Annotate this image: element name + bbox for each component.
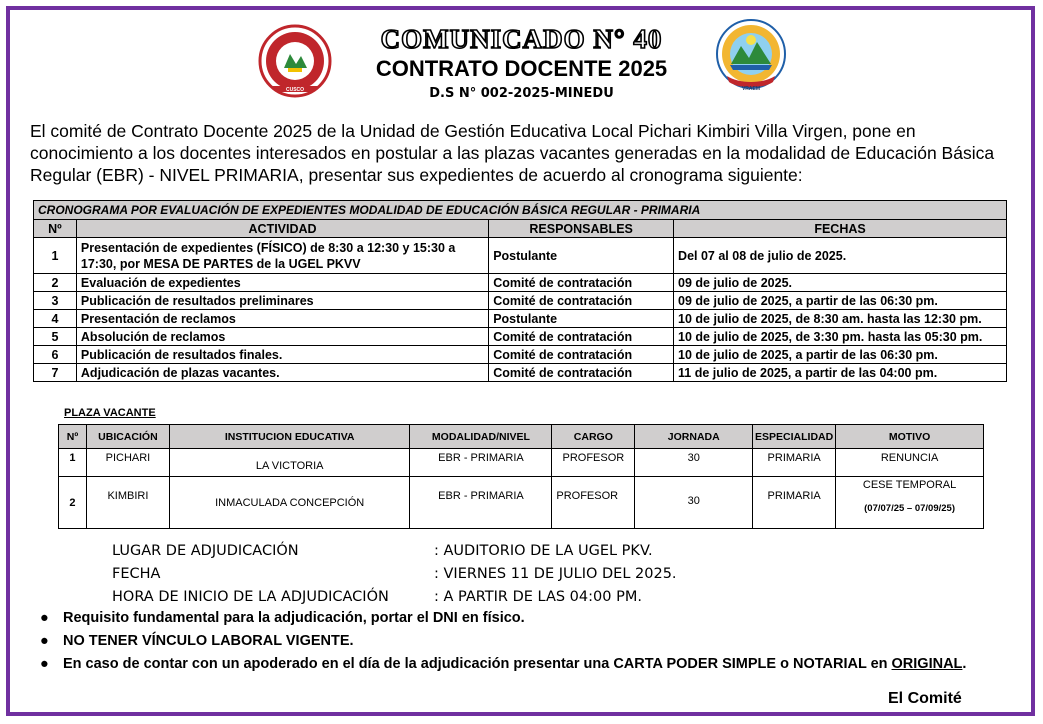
row-number: 6 (34, 346, 77, 364)
table-row (34, 328, 1007, 346)
row-date: 09 de julio de 2025, a partir de las 06:30 pm. (674, 292, 1007, 310)
row-number: 3 (34, 292, 77, 310)
date-value: : VIERNES 11 DE JULIO DEL 2025. (434, 566, 677, 582)
place-value: : AUDITORIO DE LA UGEL PKV. (434, 543, 653, 559)
col-header-number: Nº (34, 220, 77, 238)
requirement-text-main: En caso de contar con un apoderado en el día de la adjudicación presentar una CARTA PODER SIMPLE o NOTARIAL en (63, 656, 892, 672)
bullet-icon: ● (40, 656, 49, 672)
row-activity: Publicación de resultados finales. (76, 346, 488, 364)
row-responsible: Comité de contratación (489, 328, 674, 346)
table-row (59, 477, 984, 529)
vacancy-title: PLAZA VACANTE (64, 407, 156, 419)
row-number: 7 (34, 364, 77, 382)
row-location: KIMBIRI (86, 477, 169, 529)
table-row (34, 346, 1007, 364)
row-date: 10 de julio de 2025, de 8:30 am. hasta las 12:30 pm. (674, 310, 1007, 328)
table-row (34, 292, 1007, 310)
row-responsible: Postulante (489, 238, 674, 274)
list-item (40, 608, 980, 629)
col-header-dates: FECHAS (674, 220, 1007, 238)
row-activity: Adjudicación de plazas vacantes. (76, 364, 488, 382)
row-number: 4 (34, 310, 77, 328)
row-activity: Publicación de resultados preliminares (76, 292, 488, 310)
row-school: INMACULADA CONCEPCIÓN (169, 477, 410, 529)
requirements-list (40, 608, 980, 677)
table-row (34, 310, 1007, 328)
table-row (59, 449, 984, 477)
svg-text:VRAEM: VRAEM (741, 86, 761, 92)
row-date: Del 07 al 08 de julio de 2025. (674, 238, 1007, 274)
row-level: EBR - PRIMARIA (410, 477, 552, 529)
row-responsible: Comité de contratación (489, 274, 674, 292)
time-label: HORA DE INICIO DE LA ADJUDICACIÓN (112, 589, 389, 605)
requirement-text (63, 654, 966, 675)
col-header-school: INSTITUCION EDUCATIVA (169, 425, 410, 449)
row-activity: Evaluación de expedientes (76, 274, 488, 292)
row-number: 1 (34, 238, 77, 274)
col-header-position: CARGO (552, 425, 635, 449)
row-position: PROFESOR (552, 449, 635, 477)
row-date: 10 de julio de 2025, a partir de las 06:30 pm. (674, 346, 1007, 364)
table-row (34, 238, 1007, 274)
bullet-icon: ● (40, 633, 49, 649)
row-activity: Absolución de reclamos (76, 328, 488, 346)
list-item (40, 654, 980, 675)
col-header-activity: ACTIVIDAD (76, 220, 488, 238)
col-header-number: Nº (59, 425, 87, 449)
row-reason: RENUNCIA (836, 449, 984, 477)
col-header-responsible: RESPONSABLES (489, 220, 674, 238)
schedule-caption: CRONOGRAMA POR EVALUACIÓN DE EXPEDIENTES MODALIDAD DE EDUCACIÓN BÁSICA REGULAR - PRIMARIA (34, 201, 1007, 220)
row-responsible: Comité de contratación (489, 346, 674, 364)
table-row (34, 364, 1007, 382)
col-header-location: UBICACIÓN (86, 425, 169, 449)
row-date: 10 de julio de 2025, de 3:30 pm. hasta las 05:30 pm. (674, 328, 1007, 346)
requirement-text-end: . (962, 656, 967, 672)
vacancy-table (58, 424, 984, 529)
row-activity: Presentación de expedientes (FÍSICO) de 8:30 a 12:30 y 15:30 a 17:30, por MESA DE PARTES de la UGEL PKVV (76, 238, 488, 274)
col-header-hours: JORNADA (635, 425, 753, 449)
col-header-specialty: ESPECIALIDAD (753, 425, 836, 449)
requirement-text: NO TENER VÍNCULO LABORAL VIGENTE. (63, 633, 354, 649)
row-number: 5 (34, 328, 77, 346)
time-value: : A PARTIR DE LAS 04:00 PM. (434, 589, 642, 605)
col-header-reason: MOTIVO (836, 425, 984, 449)
row-number: 1 (59, 449, 87, 477)
list-item (40, 631, 980, 652)
row-responsible: Comité de contratación (489, 292, 674, 310)
requirement-text: Requisito fundamental para la adjudicación, portar el DNI en físico. (63, 610, 525, 626)
signature: El Comité (888, 690, 962, 707)
row-specialty: PRIMARIA (753, 477, 836, 529)
date-label: FECHA (112, 566, 161, 582)
intro-paragraph: El comité de Contrato Docente 2025 de la Unidad de Gestión Educativa Local Pichari Kimbiri Villa Virgen, pone en conocimiento a los docentes interesados en postular a las plazas vacantes generadas en la modalidad de Educación Básica Regular (EBR) - NIVEL PRIMARIA, presentar sus expedientes de acuerdo al cronograma siguiente: (30, 121, 995, 185)
row-responsible: Postulante (489, 310, 674, 328)
page-title: COMUNICADO N° 40 (380, 24, 663, 54)
row-position: PROFESOR (552, 477, 635, 529)
table-row (34, 274, 1007, 292)
row-number: 2 (59, 477, 87, 529)
row-location: PICHARI (86, 449, 169, 477)
row-reason-detail: (07/07/25 – 07/09/25) (864, 503, 955, 514)
schedule-table (33, 200, 1007, 382)
page-subtitle: CONTRATO DOCENTE 2025 (375, 56, 668, 81)
row-specialty: PRIMARIA (753, 449, 836, 477)
row-level: EBR - PRIMARIA (410, 449, 552, 477)
row-reason-cell (836, 477, 984, 529)
row-hours: 30 (635, 477, 753, 529)
svg-text:CUSCO: CUSCO (285, 87, 305, 93)
place-label: LUGAR DE ADJUDICACIÓN (112, 543, 299, 559)
row-date: 09 de julio de 2025. (674, 274, 1007, 292)
row-date: 11 de julio de 2025, a partir de las 04:00 pm. (674, 364, 1007, 382)
bullet-icon: ● (40, 610, 49, 626)
decree-reference: D.S N° 002-2025-MINEDU (429, 86, 614, 101)
row-activity: Presentación de reclamos (76, 310, 488, 328)
col-header-level: MODALIDAD/NIVEL (410, 425, 552, 449)
row-reason: CESE TEMPORAL (862, 479, 957, 491)
row-responsible: Comité de contratación (489, 364, 674, 382)
row-school: LA VICTORIA (169, 449, 410, 477)
row-number: 2 (34, 274, 77, 292)
requirement-text-underlined: ORIGINAL (891, 656, 963, 672)
row-hours: 30 (635, 449, 753, 477)
